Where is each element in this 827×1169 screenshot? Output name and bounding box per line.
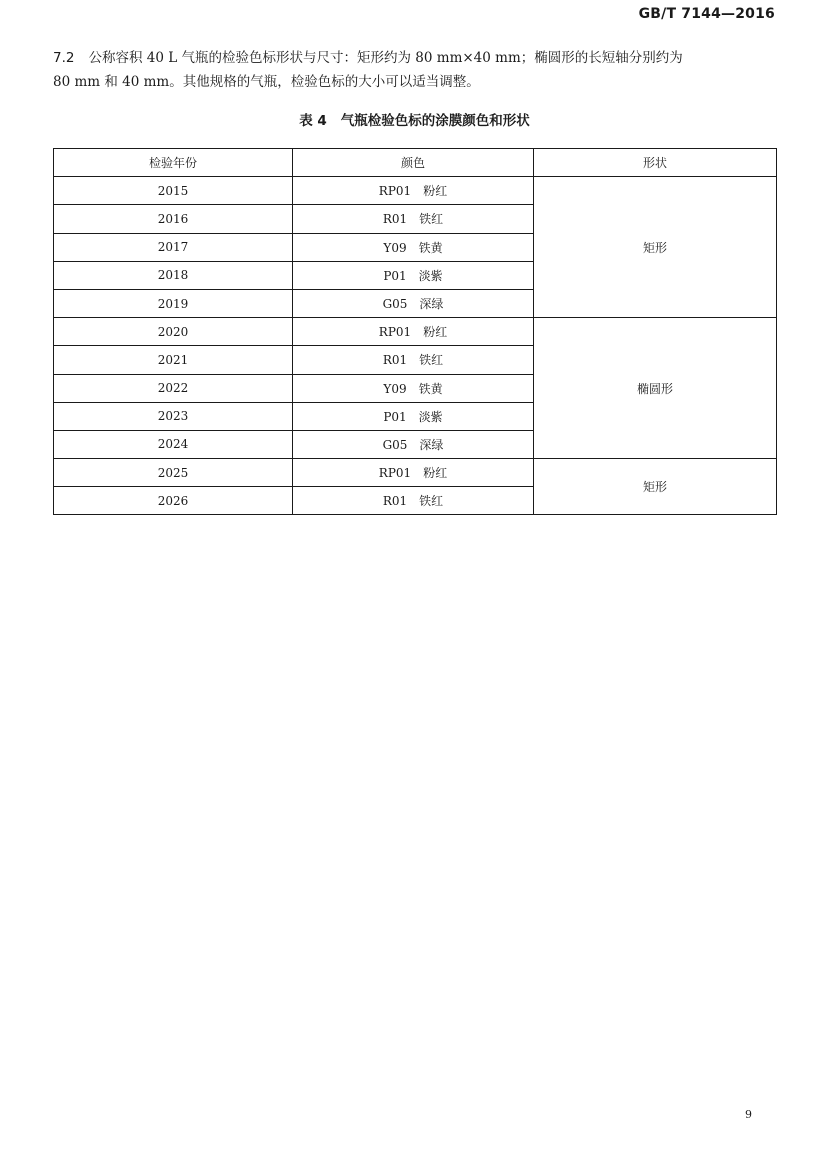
color-name: 铁红 [419, 494, 444, 509]
color-name: 铁黄 [418, 240, 443, 255]
cell-color [293, 487, 534, 515]
table-row [54, 459, 777, 487]
cell-shape: 矩形 [534, 177, 777, 318]
color-code: RP01 [378, 325, 412, 340]
color-name: 粉红 [423, 184, 448, 199]
cell-shape: 椭圆形 [534, 318, 777, 459]
cell-color [293, 233, 534, 261]
cell-color [293, 374, 534, 402]
cell-color [293, 318, 534, 346]
cell-year: 2021 [54, 346, 293, 374]
inspection-color-table [53, 148, 777, 515]
cell-color [293, 205, 534, 233]
color-name: 铁黄 [418, 381, 443, 396]
header-shape: 形状 [534, 149, 777, 177]
cell-color [293, 430, 534, 458]
color-name: 深绿 [419, 297, 444, 312]
color-code: Y09 [383, 381, 407, 396]
color-code: Y09 [383, 240, 407, 255]
cell-year: 2024 [54, 430, 293, 458]
cell-color [293, 177, 534, 205]
cell-year: 2018 [54, 261, 293, 289]
table-title: 气瓶检验色标的涂膜颜色和形状 [340, 113, 530, 129]
standard-number: GB/T 7144—2016 [638, 6, 775, 22]
color-name: 粉红 [423, 466, 448, 481]
table-body [54, 177, 777, 515]
color-code: P01 [383, 409, 407, 424]
cell-color [293, 261, 534, 289]
color-name: 铁红 [419, 212, 444, 227]
table-row [54, 177, 777, 205]
color-code: P01 [383, 268, 407, 283]
table-caption [53, 109, 776, 129]
clause-number: 7.2 [53, 50, 75, 66]
color-code: RP01 [378, 184, 412, 199]
color-name: 深绿 [419, 437, 444, 452]
table-row [54, 318, 777, 346]
color-code: RP01 [378, 466, 412, 481]
color-code: R01 [382, 212, 408, 227]
clause-text-line-1: 公称容积 40 L 气瓶的检验色标形状与尺寸：矩形约为 80 mm×40 mm；椭圆形的长短轴分别约为 [88, 50, 683, 66]
clause-paragraph [53, 46, 777, 94]
cell-shape: 矩形 [534, 459, 777, 515]
cell-color [293, 346, 534, 374]
header-year: 检验年份 [54, 149, 293, 177]
clause-text-line-2: 80 mm 和 40 mm。其他规格的气瓶，检验色标的大小可以适当调整。 [53, 74, 480, 90]
cell-color [293, 459, 534, 487]
table-header-row [54, 149, 777, 177]
color-name: 铁红 [419, 353, 444, 368]
cell-year: 2026 [54, 487, 293, 515]
cell-year: 2025 [54, 459, 293, 487]
cell-year: 2020 [54, 318, 293, 346]
table-number: 表 4 [299, 113, 327, 129]
cell-year: 2015 [54, 177, 293, 205]
color-name: 淡紫 [418, 409, 443, 424]
cell-year: 2023 [54, 402, 293, 430]
cell-color [293, 289, 534, 317]
color-name: 淡紫 [418, 268, 443, 283]
cell-year: 2016 [54, 205, 293, 233]
color-code: G05 [382, 297, 408, 312]
color-name: 粉红 [423, 325, 448, 340]
header-color: 颜色 [293, 149, 534, 177]
cell-year: 2017 [54, 233, 293, 261]
cell-year: 2022 [54, 374, 293, 402]
cell-year: 2019 [54, 289, 293, 317]
color-code: R01 [382, 353, 408, 368]
color-code: R01 [382, 494, 408, 509]
cell-color [293, 402, 534, 430]
color-code: G05 [382, 437, 408, 452]
paragraph-line-1 [53, 46, 777, 70]
page-number: 9 [745, 1108, 752, 1121]
